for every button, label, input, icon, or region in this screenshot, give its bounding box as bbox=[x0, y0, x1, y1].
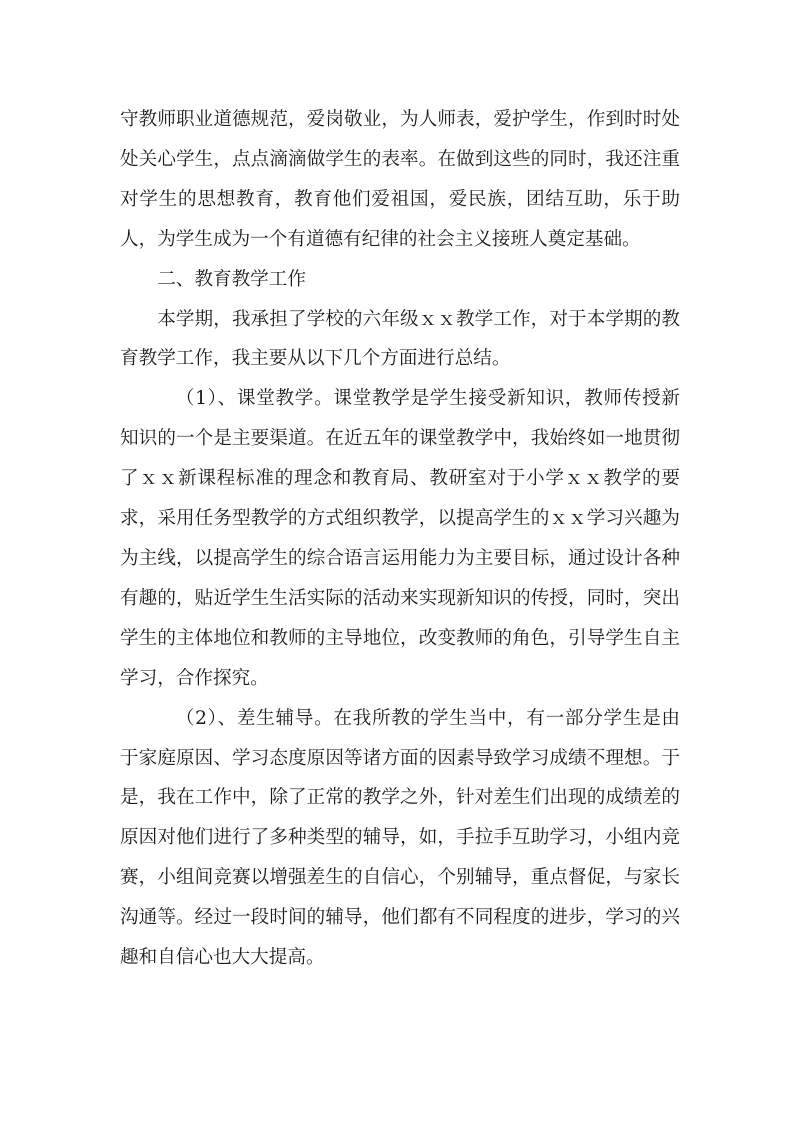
paragraph-continuation: 守教师职业道德规范，爱岗敬业，为人师表，爱护学生，作到时时处处关心学生，点点滴滴做学生的表率。在做到这些的同时，我还注重对学生的思想教育，教育他们爱祖国，爱民族，团结互助，乐于助人，为学生成为一个有道德有纪律的社会主义接班人奠定基础。 bbox=[120, 109, 680, 250]
section-heading: 二、教育教学工作 bbox=[157, 268, 306, 290]
paragraph-intro: 本学期，我承担了学校的六年级ｘｘ教学工作，对于本学期的教育教学工作，我主要从以下几个方面进行总结。 bbox=[120, 308, 680, 370]
paragraph-classroom-teaching: （1）、课堂教学。课堂教学是学生接受新知识，教师传授新知识的一个是主要渠道。在近五年的课堂教学中，我始终如一地贯彻了ｘｘ新课程标准的理念和教育局、教研室对于小学ｘｘ教学的要求，采用任务型教学的方式组织教学，以提高学生的ｘｘ学习兴趣为为主线，以提高学生的综合语言运用能力为主要目标，通过设计各种有趣的，贴近学生生活实际的活动来实现新知识的传授，同时，突出学生的主体地位和教师的主导地位，改变教师的角色，引导学生自主学习，合作探究。 bbox=[120, 388, 680, 689]
paragraph-student-tutoring: （2）、差生辅导。在我所教的学生当中，有一部分学生是由于家庭原因、学习态度原因等诸方面的因素导致学习成绩不理想。于是，我在工作中，除了正常的教学之外，针对差生们出现的成绩差的原因对他们进行了多种类型的辅导，如，手拉手互助学习，小组内竞赛，小组间竞赛以增强差生的自信心，个别辅导，重点督促，与家长沟通等。经过一段时间的辅导，他们都有不同程度的进步，学习的兴趣和自信心也大大提高。 bbox=[120, 707, 680, 969]
body-text bbox=[120, 100, 680, 978]
